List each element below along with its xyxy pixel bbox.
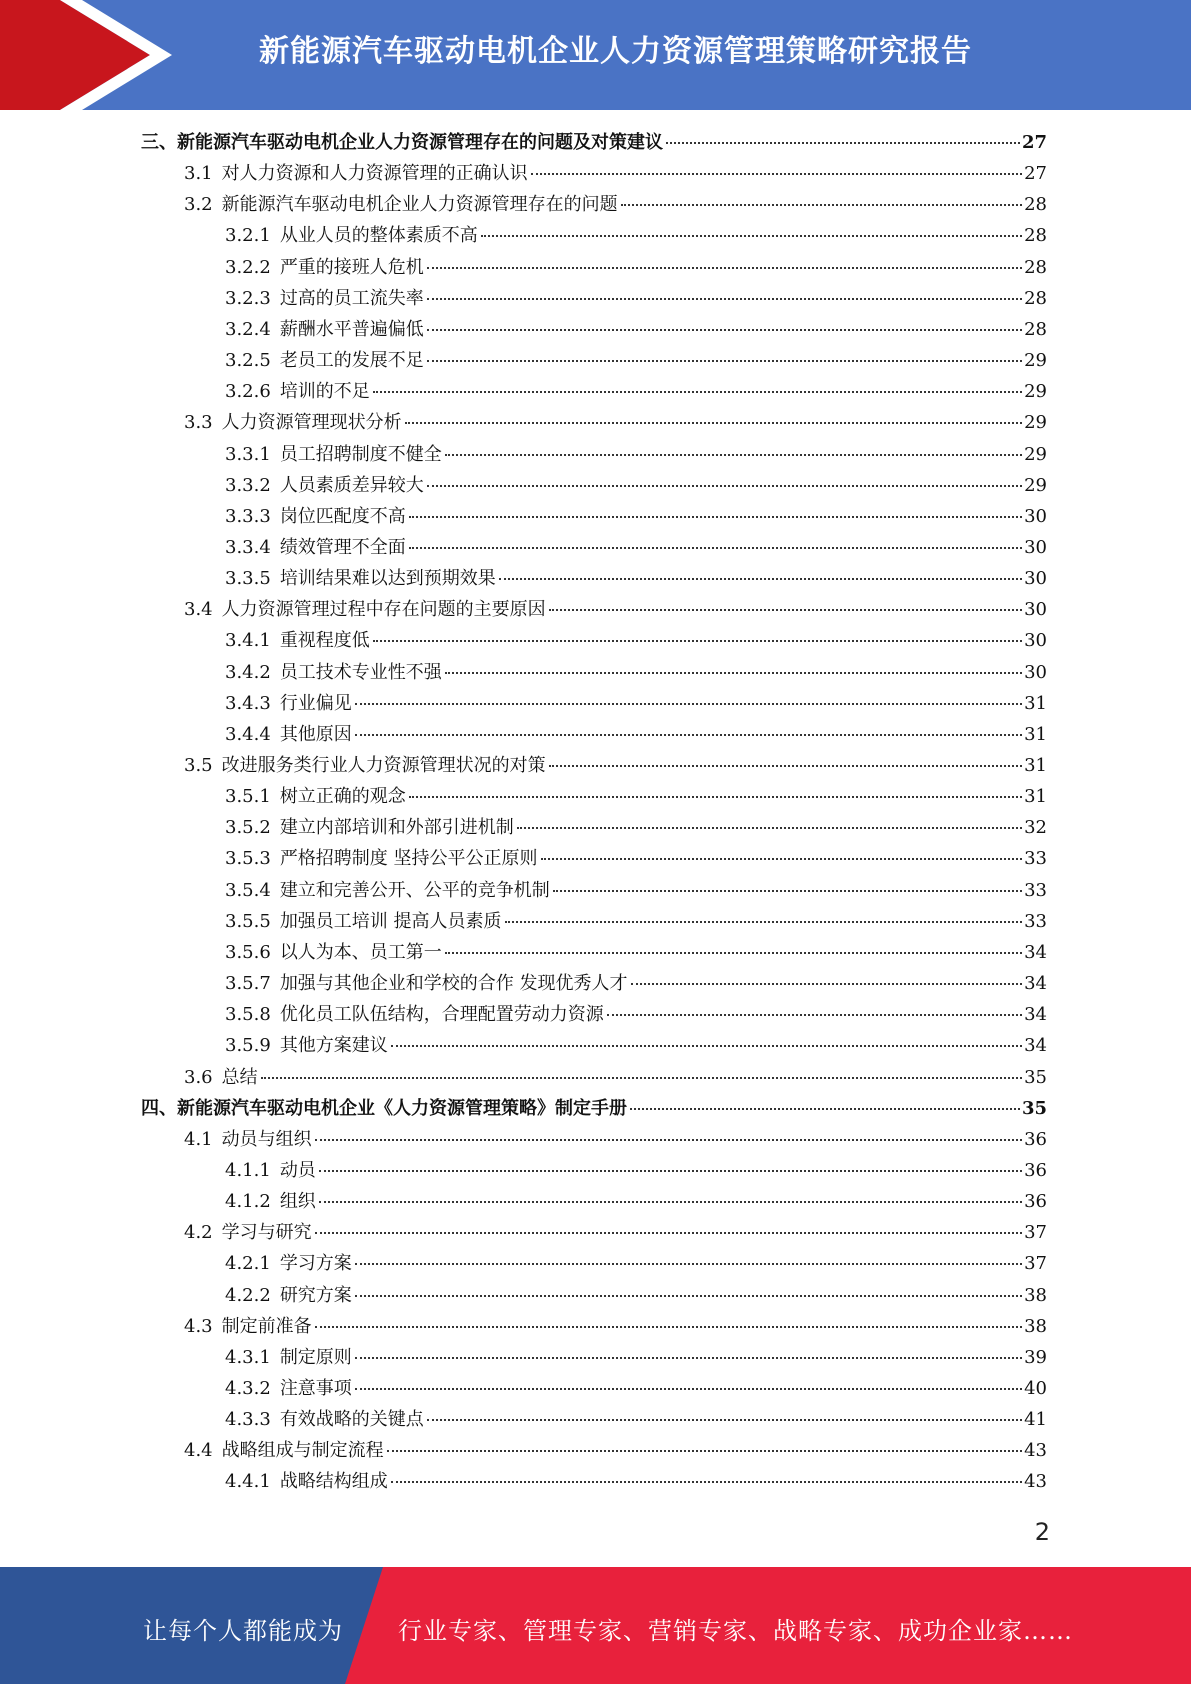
toc-entry[interactable]	[225, 501, 1047, 532]
toc-entry[interactable]	[225, 906, 1047, 937]
toc-dot-leader	[319, 1170, 1022, 1172]
toc-entry-page: 43	[1024, 1471, 1047, 1493]
toc-entry-number: 3.5.4	[225, 879, 271, 901]
toc-dot-leader	[517, 827, 1022, 829]
toc-entry-page: 27	[1024, 163, 1047, 185]
toc-dot-leader	[666, 142, 1020, 144]
toc-entry[interactable]	[225, 345, 1047, 376]
toc-entry[interactable]	[225, 657, 1047, 688]
toc-entry-page: 38	[1024, 1284, 1047, 1306]
report-title: 新能源汽车驱动电机企业人力资源管理策略研究报告	[259, 34, 972, 69]
toc-entry-page: 38	[1024, 1315, 1047, 1337]
toc-entry[interactable]	[225, 1342, 1047, 1373]
toc-entry[interactable]	[225, 220, 1047, 251]
toc-entry[interactable]	[184, 189, 1047, 220]
toc-entry-page: 27	[1021, 132, 1047, 153]
toc-entry-page: 28	[1024, 287, 1047, 309]
toc-entry[interactable]	[225, 1466, 1047, 1497]
toc-entry-title: 培训结果难以达到预期效果	[279, 568, 496, 590]
toc-entry-title: 对人力资源和人力资源管理的正确认识	[221, 163, 528, 185]
toc-entry[interactable]	[225, 1155, 1047, 1186]
toc-entry-title: 制定原则	[279, 1346, 352, 1368]
toc-entry[interactable]	[184, 407, 1047, 438]
toc-entry-title: 行业偏见	[279, 692, 352, 714]
toc-entry-number: 4.4	[184, 1440, 213, 1462]
toc-entry[interactable]	[184, 1124, 1047, 1155]
toc-entry-page: 36	[1024, 1191, 1047, 1213]
toc-entry-title: 注意事项	[279, 1378, 352, 1399]
toc-entry[interactable]	[225, 719, 1047, 750]
toc-dot-leader	[387, 1450, 1022, 1452]
toc-entry-title: 战略结构组成	[279, 1471, 388, 1493]
toc-entry-number: 3.5.9	[225, 1035, 271, 1057]
toc-entry[interactable]	[184, 750, 1047, 781]
toc-entry[interactable]	[225, 875, 1047, 906]
toc-dot-leader	[315, 1326, 1022, 1328]
toc-entry-page: 28	[1024, 194, 1047, 216]
toc-entry-number: 4.3.3	[225, 1409, 271, 1431]
toc-entry[interactable]	[225, 625, 1047, 656]
toc-entry-title: 四、新能源汽车驱动电机企业《人力资源管理策略》制定手册	[141, 1097, 627, 1119]
toc-entry[interactable]	[225, 1280, 1047, 1311]
toc-entry[interactable]	[141, 1093, 1047, 1124]
toc-dot-leader	[315, 1232, 1022, 1234]
toc-entry-number: 3.2.5	[225, 350, 271, 372]
toc-entry-page: 33	[1024, 910, 1047, 932]
toc-dot-leader	[631, 983, 1023, 985]
toc-entry-title: 优化员工队伍结构，合理配置劳动力资源	[279, 1004, 604, 1026]
toc-dot-leader	[445, 952, 1022, 954]
toc-entry-title: 从业人员的整体素质不高	[279, 225, 478, 247]
toc-entry[interactable]	[225, 314, 1047, 345]
toc-entry-number: 3.2	[184, 194, 213, 216]
toc-entry-title: 总结	[221, 1066, 258, 1088]
footer-slogan-right: 行业专家、管理专家、营销专家、战略专家、成功企业家……	[398, 1617, 1073, 1645]
toc-entry-page: 39	[1024, 1346, 1047, 1368]
toc-entry-number: 3.5.1	[225, 786, 271, 808]
toc-entry-page: 34	[1024, 973, 1047, 995]
toc-entry-page: 30	[1024, 630, 1047, 652]
toc-entry-title: 改进服务类行业人力资源管理状况的对策	[221, 755, 546, 776]
toc-entry-title: 其他方案建议	[279, 1035, 388, 1057]
toc-entry-title: 其他原因	[279, 723, 352, 745]
toc-entry[interactable]	[225, 470, 1047, 501]
toc-entry-number: 3.1	[184, 163, 213, 185]
toc-entry-number: 3.5.8	[225, 1004, 271, 1026]
toc-entry[interactable]	[141, 127, 1047, 158]
toc-entry-number: 3.2.4	[225, 318, 271, 340]
toc-entry-title: 动员	[279, 1159, 316, 1181]
toc-dot-leader	[445, 454, 1022, 456]
toc-entry-page: 37	[1024, 1253, 1047, 1275]
toc-dot-leader	[409, 516, 1022, 518]
toc-dot-leader	[427, 485, 1022, 487]
toc-entry[interactable]	[225, 1404, 1047, 1435]
toc-entry[interactable]	[225, 1373, 1047, 1404]
toc-entry-page: 36	[1024, 1159, 1047, 1181]
toc-entry-page: 35	[1024, 1066, 1047, 1088]
toc-dot-leader	[549, 609, 1022, 611]
toc-entry[interactable]	[225, 843, 1047, 874]
toc-dot-leader	[531, 173, 1022, 175]
toc-dot-leader	[481, 235, 1022, 237]
toc-entry-title: 绩效管理不全面	[279, 536, 406, 558]
toc-entry-title: 薪酬水平普遍偏低	[279, 318, 424, 340]
toc-entry[interactable]	[225, 532, 1047, 563]
toc-entry[interactable]	[184, 594, 1047, 625]
toc-entry-number: 4.3	[184, 1315, 213, 1337]
toc-entry-number: 3.3.1	[225, 443, 271, 465]
toc-entry[interactable]	[225, 563, 1047, 594]
toc-entry-number: 3.3.2	[225, 474, 271, 496]
toc-entry-page: 33	[1024, 879, 1047, 901]
toc-dot-leader	[427, 329, 1022, 331]
toc-entry-title: 研究方案	[279, 1284, 352, 1306]
toc-entry-number: 3.4.4	[225, 723, 271, 745]
toc-entry[interactable]	[184, 1217, 1047, 1248]
toc-entry-title: 动员与组织	[221, 1128, 312, 1150]
toc-entry-title: 重视程度低	[279, 630, 370, 652]
toc-entry-title: 加强员工培训 提高人员素质	[279, 910, 502, 932]
footer-banner	[0, 1567, 1191, 1684]
toc-dot-leader	[445, 672, 1022, 674]
toc-dot-leader	[621, 204, 1022, 206]
toc-entry-page: 36	[1024, 1128, 1047, 1150]
toc-entry-page: 30	[1024, 568, 1047, 590]
toc-entry-number: 3.5.5	[225, 910, 271, 932]
toc-entry-page: 41	[1024, 1409, 1047, 1431]
toc-entry-title: 组织	[279, 1191, 316, 1213]
toc-entry-title: 过高的员工流失率	[279, 287, 424, 309]
page-number: 2	[1034, 1518, 1050, 1546]
toc-entry-title: 树立正确的观念	[279, 786, 406, 808]
toc-entry-title: 新能源汽车驱动电机企业人力资源管理存在的问题	[221, 194, 618, 216]
toc-entry-number: 4.1.1	[225, 1159, 271, 1181]
toc-dot-leader	[409, 796, 1022, 798]
toc-entry-number: 4.2.1	[225, 1253, 271, 1275]
toc-entry-page: 34	[1024, 1035, 1047, 1057]
toc-entry-page: 31	[1024, 786, 1047, 808]
toc-entry-page: 28	[1024, 318, 1047, 340]
toc-entry-number: 3.4	[184, 599, 213, 621]
toc-entry-page: 29	[1024, 381, 1047, 403]
toc-entry-number: 4.2	[184, 1222, 213, 1244]
toc-dot-leader	[607, 1014, 1022, 1016]
toc-entry[interactable]	[225, 937, 1047, 968]
toc-entry-number: 3.2.6	[225, 381, 271, 403]
toc-dot-leader	[541, 858, 1023, 860]
toc-entry-number: 3.3.3	[225, 505, 271, 527]
toc-entry-number: 3.5.2	[225, 817, 271, 839]
toc-entry-page: 28	[1024, 225, 1047, 247]
toc-entry-title: 培训的不足	[279, 381, 370, 403]
toc-dot-leader	[391, 1481, 1022, 1483]
toc-entry-number: 3.2.1	[225, 225, 271, 247]
footer-slogan-left: 让每个人都能成为	[143, 1617, 343, 1645]
toc-entry-number: 4.4.1	[225, 1471, 271, 1493]
toc-entry-title: 学习方案	[279, 1253, 352, 1275]
toc-entry-page: 31	[1024, 692, 1047, 714]
toc-entry-page: 31	[1024, 723, 1047, 745]
toc-entry-number: 3.5.7	[225, 973, 271, 995]
toc-dot-leader	[355, 1388, 1022, 1390]
toc-entry[interactable]	[225, 252, 1047, 283]
toc-dot-leader	[427, 360, 1022, 362]
toc-entry-title: 老员工的发展不足	[279, 350, 424, 372]
toc-dot-leader	[315, 1139, 1022, 1141]
toc-entry[interactable]	[225, 439, 1047, 470]
toc-dot-leader	[373, 640, 1022, 642]
toc-entry-number: 3.6	[184, 1066, 213, 1088]
toc-entry-title: 员工技术专业性不强	[279, 661, 442, 683]
toc-entry-number: 3.3.4	[225, 536, 271, 558]
toc-dot-leader	[373, 391, 1022, 393]
toc-entry-page: 34	[1024, 1004, 1047, 1026]
toc-entry-page: 32	[1024, 817, 1047, 839]
toc-dot-leader	[319, 1201, 1022, 1203]
toc-dot-leader	[505, 921, 1023, 923]
toc-entry[interactable]	[184, 1311, 1047, 1342]
toc-entry-title: 岗位匹配度不高	[279, 505, 406, 527]
toc-entry-number: 3.4.3	[225, 692, 271, 714]
toc-entry-title: 有效战略的关键点	[279, 1409, 424, 1431]
toc-entry[interactable]	[225, 376, 1047, 407]
toc-dot-leader	[630, 1108, 1020, 1110]
toc-entry-number: 3.5	[184, 755, 213, 776]
toc-dot-leader	[553, 890, 1022, 892]
toc-entry[interactable]	[225, 1030, 1047, 1061]
toc-dot-leader	[355, 1357, 1022, 1359]
toc-dot-leader	[427, 298, 1022, 300]
toc-dot-leader	[391, 1045, 1022, 1047]
toc-entry[interactable]	[225, 781, 1047, 812]
toc-dot-leader	[355, 734, 1022, 736]
toc-entry-page: 30	[1024, 661, 1047, 683]
toc-dot-leader	[499, 578, 1022, 580]
toc-dot-leader	[409, 547, 1022, 549]
toc-dot-leader	[261, 1077, 1022, 1079]
toc-entry[interactable]	[184, 1435, 1047, 1466]
toc-entry-title: 建立内部培训和外部引进机制	[279, 817, 514, 839]
toc-entry-title: 学习与研究	[221, 1222, 312, 1244]
toc-entry-page: 29	[1024, 412, 1047, 434]
toc-entry[interactable]	[225, 968, 1047, 999]
toc-entry-page: 29	[1024, 474, 1047, 496]
toc-entry-number: 3.5.3	[225, 848, 271, 870]
toc-entry-title: 员工招聘制度不健全	[279, 443, 442, 465]
toc-dot-leader	[427, 1419, 1022, 1421]
toc-entry[interactable]	[225, 283, 1047, 314]
toc-entry-page: 35	[1021, 1097, 1047, 1119]
toc-entry-title: 建立和完善公开、公平的竞争机制	[279, 879, 550, 901]
toc-entry-number: 3.4.1	[225, 630, 271, 652]
toc-entry-page: 40	[1024, 1378, 1047, 1399]
toc-entry[interactable]	[225, 999, 1047, 1030]
toc-entry-title: 人员素质差异较大	[279, 474, 424, 496]
toc-entry-number: 4.3.1	[225, 1346, 271, 1368]
toc-entry[interactable]	[184, 1062, 1047, 1093]
toc-entry-title: 人力资源管理现状分析	[221, 412, 402, 434]
toc-entry-page: 43	[1024, 1440, 1047, 1462]
toc-entry-title: 以人为本、员工第一	[279, 941, 442, 963]
toc-entry-title: 三、新能源汽车驱动电机企业人力资源管理存在的问题及对策建议	[141, 132, 663, 153]
toc-entry-page: 30	[1024, 505, 1047, 527]
toc-entry-number: 3.3.5	[225, 568, 271, 590]
toc-entry-title: 严格招聘制度 坚持公平公正原则	[279, 848, 538, 870]
toc-entry-page: 29	[1024, 350, 1047, 372]
toc-entry-title: 严重的接班人危机	[279, 256, 424, 278]
toc-entry[interactable]	[225, 812, 1047, 843]
toc-entry-title: 制定前准备	[221, 1315, 312, 1337]
toc-entry[interactable]	[225, 688, 1047, 719]
toc-entry[interactable]	[225, 1248, 1047, 1279]
toc-entry-title: 加强与其他企业和学校的合作 发现优秀人才	[279, 973, 628, 995]
toc-entry[interactable]	[184, 158, 1047, 189]
toc-entry-page: 37	[1024, 1222, 1047, 1244]
toc-entry-page: 33	[1024, 848, 1047, 870]
toc-entry-page: 31	[1024, 755, 1047, 776]
toc-entry-number: 4.2.2	[225, 1284, 271, 1306]
toc-entry-number: 4.1.2	[225, 1191, 271, 1213]
toc-dot-leader	[405, 422, 1022, 424]
header-banner	[0, 0, 1191, 110]
toc-entry-number: 3.5.6	[225, 941, 271, 963]
toc-dot-leader	[355, 1263, 1022, 1265]
toc-entry-number: 3.3	[184, 412, 213, 434]
toc-entry-title: 人力资源管理过程中存在问题的主要原因	[221, 599, 546, 621]
toc-dot-leader	[355, 1295, 1022, 1297]
toc-entry-number: 4.1	[184, 1128, 213, 1150]
toc-dot-leader	[355, 703, 1022, 705]
toc-entry-number: 3.2.3	[225, 287, 271, 309]
toc-entry-page: 28	[1024, 256, 1047, 278]
toc-entry-number: 4.3.2	[225, 1378, 271, 1399]
toc-entry-number: 3.2.2	[225, 256, 271, 278]
toc-entry-title: 战略组成与制定流程	[221, 1440, 384, 1462]
toc-entry-page: 29	[1024, 443, 1047, 465]
toc-entry-page: 30	[1024, 599, 1047, 621]
toc-dot-leader	[549, 765, 1022, 767]
toc-entry-page: 34	[1024, 941, 1047, 963]
toc-dot-leader	[427, 267, 1022, 269]
toc-entry-number: 3.4.2	[225, 661, 271, 683]
toc-entry-page: 30	[1024, 536, 1047, 558]
toc-entry[interactable]	[225, 1186, 1047, 1217]
